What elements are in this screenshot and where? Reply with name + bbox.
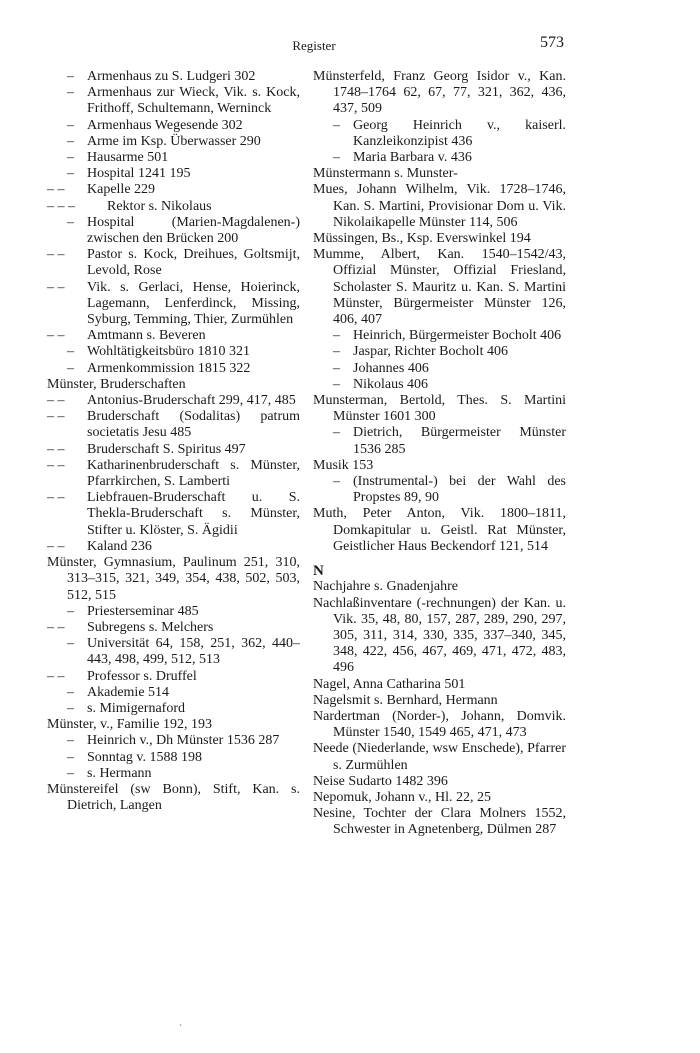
index-entry-text: Nepomuk, Johann v., Hl. 22, 25	[313, 789, 491, 805]
index-entry	[313, 693, 566, 709]
index-entry-text: Nagelsmit s. Bernhard, Hermann	[313, 692, 498, 708]
indent-dashes: –	[67, 733, 74, 749]
index-entry-text: Armenhaus Wegesende 302	[87, 117, 243, 133]
indent-dashes: – –	[47, 409, 65, 425]
index-entry	[47, 328, 300, 344]
index-column-left	[47, 69, 300, 814]
indent-dashes: – –	[47, 279, 65, 295]
index-entry-text: Heinrich, Bürgermeister Bocholt 406	[353, 328, 562, 344]
indent-dashes: –	[333, 360, 340, 376]
indent-dashes: –	[67, 166, 74, 182]
indent-dashes: –	[333, 117, 340, 133]
index-entry-text: Musik 153	[313, 457, 374, 473]
index-entry-text: Münster, v., Familie 192, 193	[47, 717, 212, 733]
index-entry-text: Universität 64, 158, 251, 362, 440–443, 498, 499, 512, 513	[87, 636, 300, 668]
index-entry	[313, 150, 566, 166]
index-entry-text: Jaspar, Richter Bocholt 406	[353, 344, 508, 360]
index-entry-text: Nachlaßinventare (-rechnungen) der Kan. u. Vik. 35, 48, 80, 157, 287, 289, 290, 297, 305, 311, 314, 330, 335, 337–340, 345, 348, 422, 456, 467, 469, 471, 472, 483, 496	[313, 595, 566, 676]
indent-dashes: –	[67, 749, 74, 765]
index-entry	[47, 442, 300, 458]
index-entry	[47, 166, 300, 182]
index-entry	[47, 280, 300, 329]
index-entry	[313, 361, 566, 377]
index-entry	[47, 118, 300, 134]
index-entry	[47, 539, 300, 555]
index-entry-text: Armenkommission 1815 322	[87, 360, 251, 376]
index-entry	[47, 733, 300, 749]
indent-dashes: – – –	[47, 198, 75, 214]
indent-dashes: – –	[47, 619, 65, 635]
indent-dashes: – –	[47, 393, 65, 409]
indent-dashes: –	[333, 425, 340, 441]
index-column-right	[313, 69, 566, 839]
index-entry	[313, 247, 566, 328]
index-entry	[47, 636, 300, 668]
indent-dashes: – –	[47, 328, 65, 344]
index-entry-text: Subregens s. Melchers	[87, 619, 214, 635]
index-entry	[47, 344, 300, 360]
index-entry	[47, 134, 300, 150]
index-entry-text: Müssingen, Bs., Ksp. Everswinkel 194	[313, 231, 531, 247]
index-entry	[313, 579, 566, 595]
index-entry-text: Münsterfeld, Franz Georg Isidor v., Kan. 1748–1764 62, 67, 77, 321, 362, 436, 437, 509	[313, 69, 566, 117]
index-entry-text: s. Hermann	[87, 765, 152, 781]
index-entry-text: Münstermann s. Munster-	[313, 166, 458, 182]
index-entry-text: Johannes 406	[353, 360, 429, 376]
index-entry	[313, 506, 566, 555]
indent-dashes: –	[333, 150, 340, 166]
index-entry	[47, 182, 300, 198]
index-entry	[47, 620, 300, 636]
index-entry-text: Mumme, Albert, Kan. 1540–1542/43, Offizial Münster, Offizial Friesland, Scholaster S. Mauritz u. Kan. S. Martini Münster, Bürgermeister Münster 126, 406, 407	[313, 247, 566, 328]
index-entry-text: Akademie 514	[87, 684, 170, 700]
index-entry	[47, 766, 300, 782]
indent-dashes: –	[333, 344, 340, 360]
index-entry-text: Munsterman, Bertold, Thes. S. Martini Münster 1601 300	[313, 393, 566, 425]
index-entry-text: Pastor s. Kock, Dreihues, Goltsmijt, Levold, Rose	[87, 247, 300, 279]
indent-dashes: –	[67, 700, 74, 716]
index-entry	[313, 806, 566, 838]
index-entry-text: Dietrich, Bürgermeister Münster 1536 285	[353, 425, 566, 457]
indent-dashes: –	[333, 474, 340, 490]
index-entry	[313, 182, 566, 231]
index-entry-text: Sonntag v. 1588 198	[87, 749, 202, 765]
index-entry	[313, 741, 566, 773]
indent-dashes: –	[67, 117, 74, 133]
index-entry-text: Arme im Ksp. Überwasser 290	[87, 133, 261, 149]
index-entry-text: Liebfrauen-Bruderschaft u. S. Thekla-Bruderschaft s. Münster, Stifter u. Klöster, S. Ägidii	[87, 490, 300, 538]
index-entry-text: Armenhaus zur Wieck, Vik. s. Kock, Frithoff, Schultemann, Werninck	[87, 85, 300, 117]
indent-dashes: –	[67, 133, 74, 149]
index-entry	[313, 344, 566, 360]
index-entry-text: Hospital 1241 195	[87, 166, 191, 182]
stray-mark: `	[179, 1023, 182, 1033]
index-entry-text: Maria Barbara v. 436	[353, 150, 472, 166]
indent-dashes: –	[67, 765, 74, 781]
index-entry-text: Kapelle 229	[87, 182, 156, 198]
index-entry-text: Nikolaus 406	[353, 376, 429, 392]
indent-dashes: –	[333, 328, 340, 344]
index-entry-text: (Instrumental-) bei der Wahl des Propstes 89, 90	[353, 474, 566, 506]
index-entry	[47, 782, 300, 814]
indent-dashes: –	[67, 344, 74, 360]
index-entry	[47, 490, 300, 539]
index-entry	[313, 118, 566, 150]
index-entry-text: Münstereifel (sw Bonn), Stift, Kan. s. Dietrich, Langen	[47, 781, 300, 814]
index-entry	[47, 247, 300, 279]
indent-dashes: – –	[47, 182, 65, 198]
index-entry-text: Nachjahre s. Gnadenjahre	[313, 579, 458, 595]
index-entry-text: Katharinenbruderschaft s. Münster, Pfarrkirchen, S. Lamberti	[87, 457, 300, 490]
index-entry-text: Priesterseminar 485	[87, 603, 199, 619]
indent-dashes: –	[67, 603, 74, 619]
index-entry-text: Hausarme 501	[87, 150, 169, 166]
index-entry-text: Rektor s. Nikolaus	[107, 198, 212, 214]
indent-dashes: –	[333, 376, 340, 392]
page-number: 573	[540, 34, 564, 51]
index-entry	[313, 393, 566, 425]
index-entry-text: Bruderschaft (Sodalitas) patrum societatis Jesu 485	[87, 409, 300, 441]
index-entry-text: Muth, Peter Anton, Vik. 1800–1811, Domkapitular u. Geistl. Rat Münster, Geistlicher Haus Beckendorf 121, 514	[313, 506, 566, 554]
index-entry-text: Georg Heinrich v., kaiserl. Kanzleikonzipist 436	[353, 117, 566, 149]
index-entry	[313, 474, 566, 506]
index-entry	[47, 750, 300, 766]
index-entry	[47, 669, 300, 685]
index-entry-text: Bruderschaft S. Spiritus 497	[87, 441, 246, 457]
index-entry-text: Nesine, Tochter der Clara Molners 1552, Schwester in Agnetenberg, Dülmen 287	[313, 806, 566, 838]
indent-dashes: – –	[47, 668, 65, 684]
index-entry	[47, 150, 300, 166]
index-entry	[47, 604, 300, 620]
index-entry	[313, 790, 566, 806]
index-entry-text: Neede (Niederlande, wsw Enschede), Pfarrer s. Zurmühlen	[313, 741, 566, 773]
index-entry-text: Antonius-Bruderschaft 299, 417, 485	[87, 393, 296, 409]
indent-dashes: –	[67, 69, 74, 84]
index-entry-text: Vik. s. Gerlaci, Hense, Hoierinck, Lagemann, Lenferdinck, Missing, Syburg, Temming, Thier, Zurmühlen	[87, 279, 300, 328]
page-header-title: Register	[292, 38, 336, 53]
indent-dashes: –	[67, 214, 74, 230]
index-entry	[47, 555, 300, 604]
index-entry	[47, 377, 300, 393]
index-entry	[47, 717, 300, 733]
index-entry-text: Kaland 236	[87, 538, 152, 554]
indent-dashes: – –	[47, 457, 65, 473]
index-entry	[313, 774, 566, 790]
index-entry	[47, 69, 300, 85]
index-entry-text: Mues, Johann Wilhelm, Vik. 1728–1746, Kan. S. Martini, Provisionar Dom u. Vik. Nikolaikapelle Münster 114, 506	[313, 182, 566, 230]
index-entry	[47, 409, 300, 441]
indent-dashes: – –	[47, 441, 65, 457]
index-entry-text: Professor s. Druffel	[87, 668, 197, 684]
index-entry	[313, 596, 566, 677]
index-entry-text: Münster, Gymnasium, Paulinum 251, 310, 313–315, 321, 349, 354, 438, 502, 503, 512, 515	[47, 555, 300, 603]
index-entry-text: Münster, Bruderschaften	[47, 376, 186, 392]
indent-dashes: – –	[47, 538, 65, 554]
indent-dashes: –	[67, 85, 74, 101]
index-entry	[47, 701, 300, 717]
index-entry	[313, 709, 566, 741]
index-entry-text: Wohltätigkeitsbüro 1810 321	[87, 344, 250, 360]
index-entry	[47, 685, 300, 701]
indent-dashes: –	[67, 360, 74, 376]
index-entry-text: Heinrich v., Dh Münster 1536 287	[87, 733, 280, 749]
indent-dashes: –	[67, 684, 74, 700]
indent-dashes: – –	[47, 247, 65, 263]
indent-dashes: –	[67, 150, 74, 166]
index-entry-text: Hospital (Marien-Magdalenen-) zwischen den Brücken 200	[87, 214, 300, 247]
indent-dashes: –	[67, 636, 74, 652]
index-entry	[313, 677, 566, 693]
index-entry	[313, 458, 566, 474]
index-entry	[313, 166, 566, 182]
index-entry	[47, 393, 300, 409]
index-entry	[313, 69, 566, 118]
index-entry	[313, 231, 566, 247]
index-entry-text: Amtmann s. Beveren	[87, 328, 206, 344]
index-entry	[47, 361, 300, 377]
index-entry-text: Armenhaus zu S. Ludgeri 302	[87, 69, 256, 84]
index-entry	[47, 85, 300, 117]
index-entry	[47, 458, 300, 490]
index-entry	[313, 425, 566, 457]
section-letter	[313, 563, 566, 579]
section-letter-text: N	[313, 563, 324, 580]
index-entry	[47, 199, 300, 215]
index-entry	[47, 215, 300, 247]
indent-dashes: – –	[47, 490, 65, 506]
index-entry-text: s. Mimigernaford	[87, 700, 185, 716]
index-entry-text: Neise Sudarto 1482 396	[313, 773, 448, 789]
index-entry	[313, 328, 566, 344]
index-entry	[313, 377, 566, 393]
index-entry-text: Nagel, Anna Catharina 501	[313, 676, 466, 692]
index-entry-text: Nardertman (Norder-), Johann, Domvik. Münster 1540, 1549 465, 471, 473	[313, 708, 566, 741]
